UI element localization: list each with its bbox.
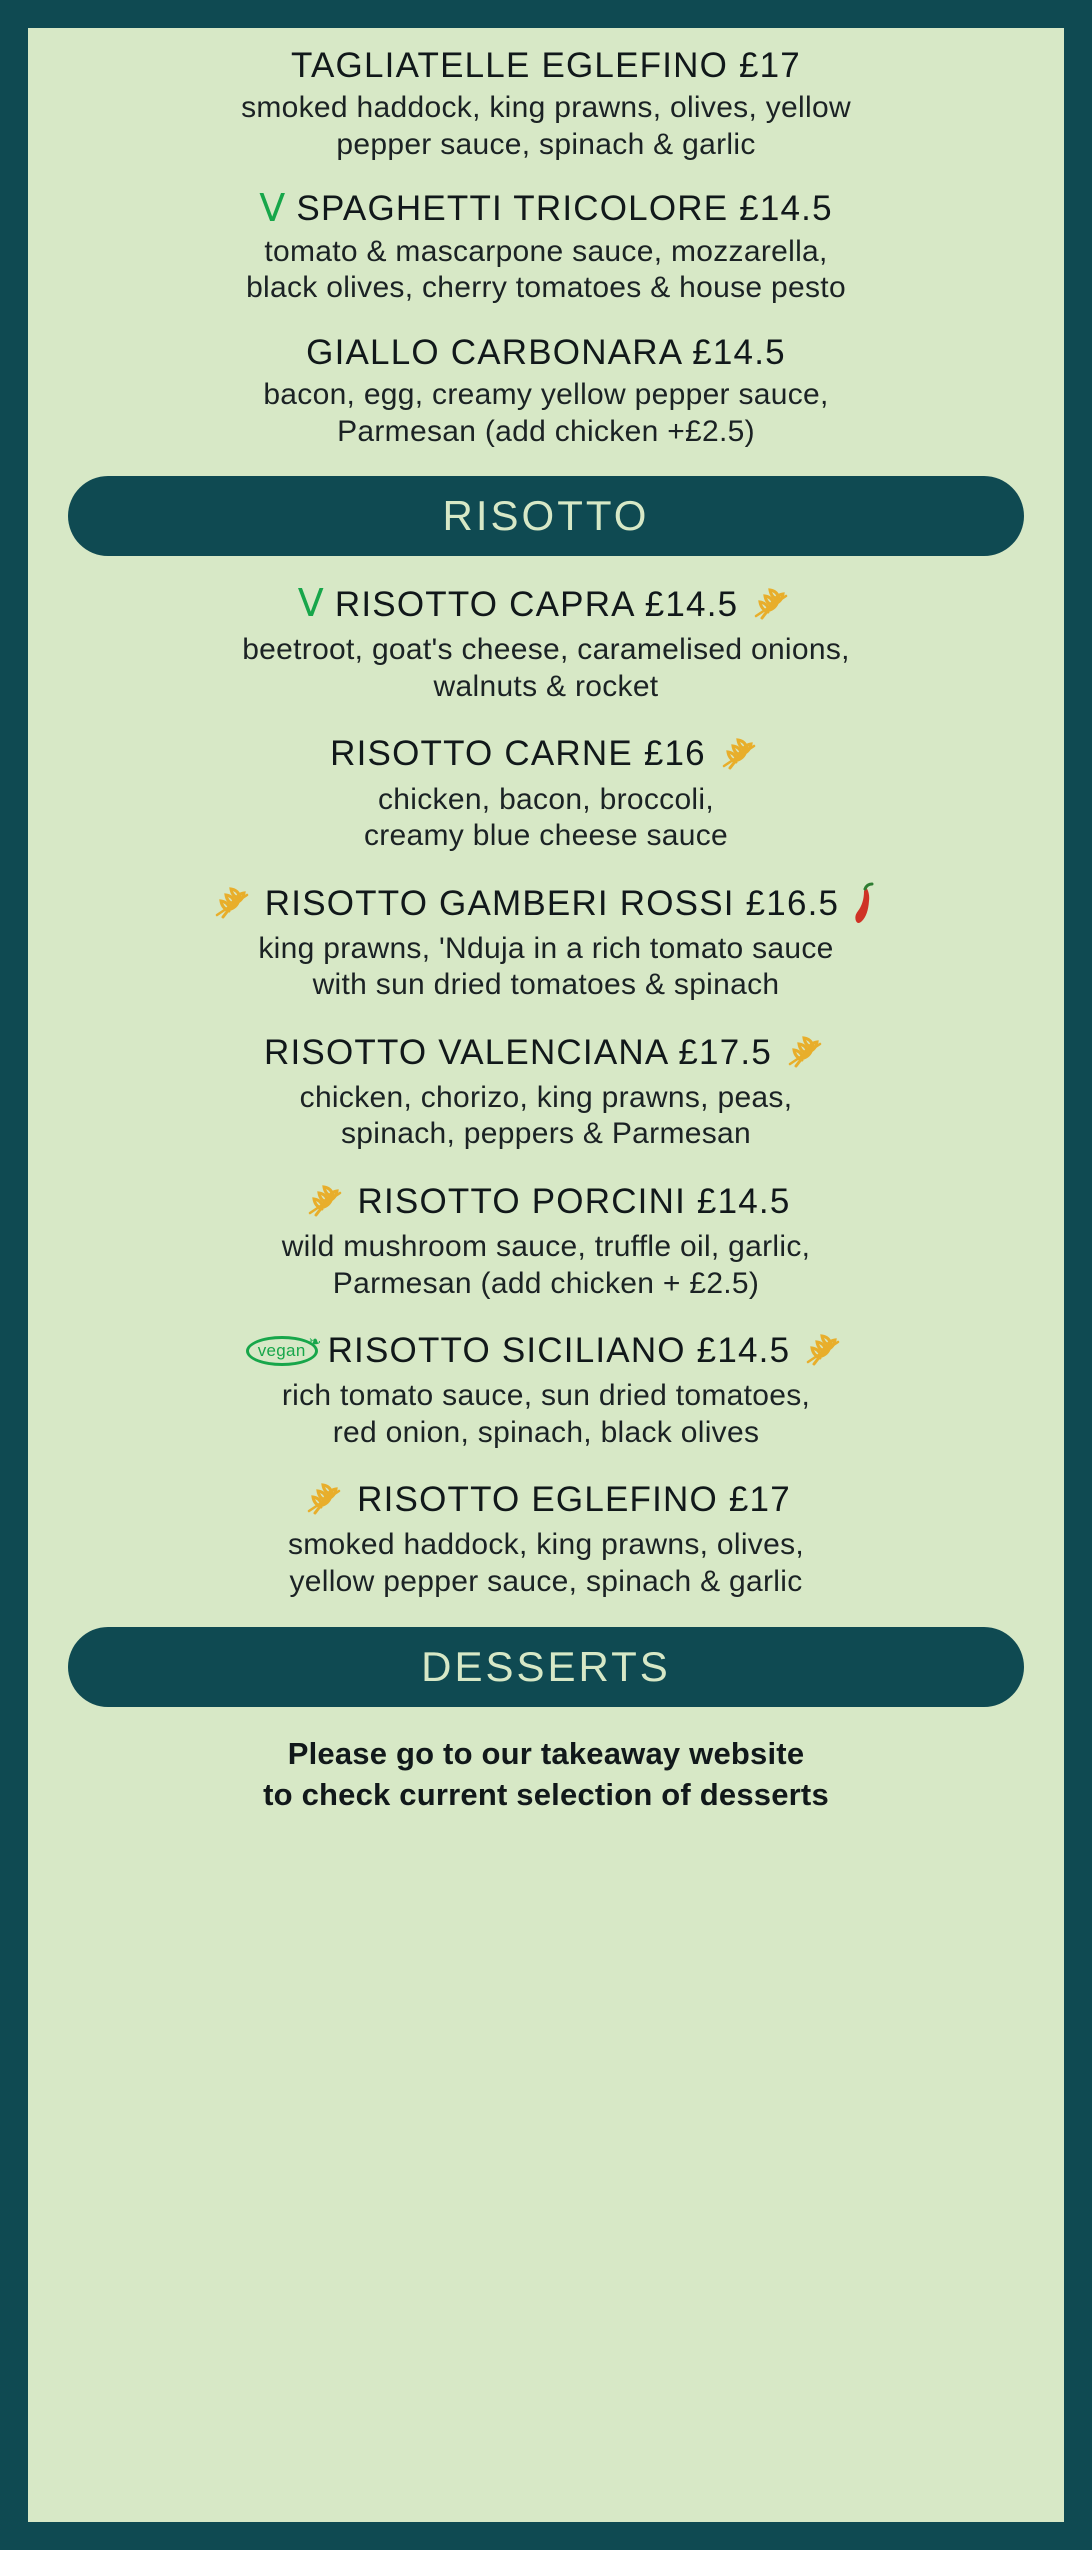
menu-item-description: chicken, chorizo, king prawns, peas, spinach, peppers & Parmesan bbox=[299, 1080, 793, 1151]
menu-item-title-row bbox=[68, 1179, 1024, 1225]
leaf-icon: ❧ bbox=[307, 1334, 322, 1352]
gluten-free-wheat-icon bbox=[800, 1328, 846, 1374]
menu-item bbox=[68, 732, 1024, 855]
menu-item-name: SPAGHETTI TRICOLORE £14.5 bbox=[296, 189, 833, 229]
gluten-free-wheat-icon bbox=[302, 1179, 348, 1225]
menu-item bbox=[68, 46, 1024, 163]
menu-item-title-row bbox=[68, 185, 1024, 230]
menu-item-title-row bbox=[68, 582, 1024, 628]
desserts-note: Please go to our takeaway website to check current selection of desserts bbox=[263, 1735, 829, 1813]
gluten-free-wheat-icon bbox=[748, 582, 794, 628]
menu-item-description: king prawns, 'Nduja in a rich tomato sauce with sun dried tomatoes & spinach bbox=[258, 931, 834, 1002]
section-banner-risotto: RISOTTO bbox=[68, 476, 1024, 556]
menu-item-name: RISOTTO EGLEFINO £17 bbox=[357, 1480, 791, 1520]
vegetarian-icon: V bbox=[259, 185, 287, 230]
menu-item bbox=[68, 1179, 1024, 1302]
menu-item-description: wild mushroom sauce, truffle oil, garlic, Parmesan (add chicken + £2.5) bbox=[281, 1230, 811, 1300]
gluten-free-wheat-icon bbox=[209, 881, 255, 927]
menu-item-name: RISOTTO CAPRA £14.5 bbox=[334, 585, 739, 625]
menu-item-name: RISOTTO SICILIANO £14.5 bbox=[327, 1331, 791, 1371]
gluten-free-wheat-icon bbox=[301, 1477, 347, 1523]
menu-item-name: RISOTTO PORCINI £14.5 bbox=[357, 1181, 791, 1221]
section-banner-desserts: DESSERTS bbox=[68, 1627, 1024, 1707]
gluten-free-wheat-icon bbox=[716, 732, 762, 778]
menu-item bbox=[68, 185, 1024, 306]
menu-item bbox=[68, 1030, 1024, 1153]
menu-item-name: GIALLO CARBONARA £14.5 bbox=[306, 332, 786, 372]
vegan-icon: vegan ❧ bbox=[246, 1336, 318, 1366]
menu-item bbox=[68, 1328, 1024, 1451]
menu-item-title-row bbox=[68, 1030, 1024, 1076]
menu-page bbox=[28, 28, 1064, 2522]
menu-item-description: chicken, bacon, broccoli, creamy blue cheese sauce bbox=[363, 782, 729, 853]
menu-item-name: TAGLIATELLE EGLEFINO £17 bbox=[291, 46, 801, 85]
menu-item bbox=[68, 582, 1024, 705]
menu-item-title-row bbox=[68, 46, 1024, 86]
menu-item-name: RISOTTO CARNE £16 bbox=[330, 734, 706, 774]
menu-item-title-row bbox=[68, 1328, 1024, 1374]
menu-item-name: RISOTTO VALENCIANA £17.5 bbox=[264, 1032, 772, 1072]
menu-item-description: beetroot, goat's cheese, caramelised onions, walnuts & rocket bbox=[242, 633, 850, 703]
menu-item-description: rich tomato sauce, sun dried tomatoes, red onion, spinach, black olives bbox=[281, 1379, 811, 1449]
menu-content bbox=[68, 46, 1024, 1816]
menu-item-title-row bbox=[68, 1477, 1024, 1523]
gluten-free-wheat-icon bbox=[782, 1030, 828, 1076]
menu-item-title-row bbox=[68, 881, 1024, 927]
menu-item bbox=[68, 333, 1024, 450]
menu-item-description: bacon, egg, creamy yellow pepper sauce, Parmesan (add chicken +£2.5) bbox=[263, 378, 829, 448]
vegetarian-icon: V bbox=[297, 581, 325, 626]
chilli-icon bbox=[849, 881, 883, 927]
menu-item-title-row bbox=[68, 333, 1024, 373]
menu-item-description: smoked haddock, king prawns, olives, yellow pepper sauce, spinach & garlic bbox=[241, 91, 851, 161]
menu-item-name: RISOTTO GAMBERI ROSSI £16.5 bbox=[264, 883, 840, 923]
menu-item-description: tomato & mascarpone sauce, mozzarella, black olives, cherry tomatoes & house pesto bbox=[246, 234, 846, 305]
menu-item bbox=[68, 881, 1024, 1004]
menu-item-description: smoked haddock, king prawns, olives, yellow pepper sauce, spinach & garlic bbox=[287, 1528, 805, 1599]
menu-item-title-row bbox=[68, 732, 1024, 778]
menu-item bbox=[68, 1477, 1024, 1600]
